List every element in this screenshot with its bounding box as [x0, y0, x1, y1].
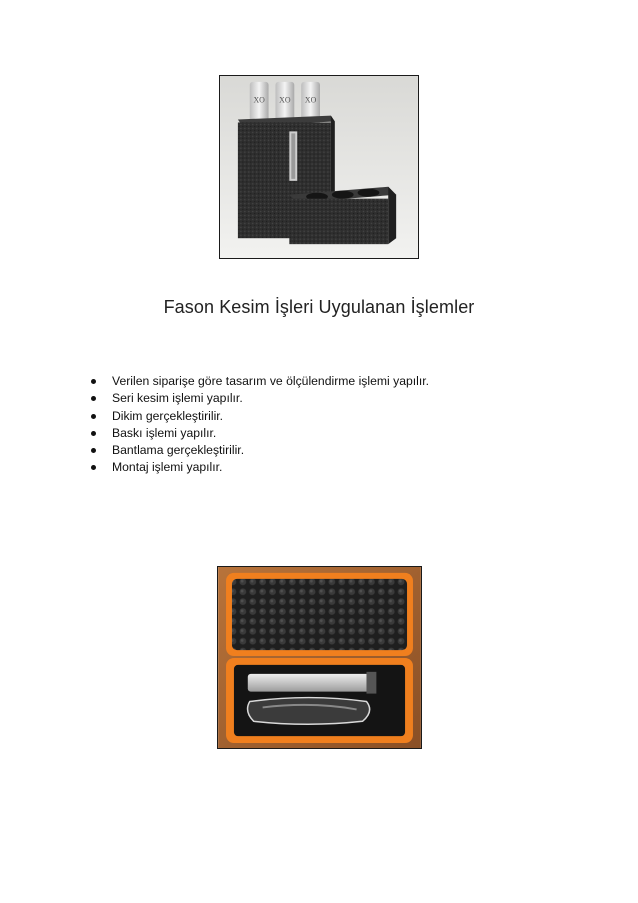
list-item: Verilen siparişe göre tasarım ve ölçülendirme işlemi yapılır.: [91, 373, 429, 390]
list-item: Dikim gerçekleştirilir.: [91, 408, 429, 425]
bullet-icon: [91, 431, 96, 436]
bullet-icon: [91, 379, 96, 384]
can-label-1: XO: [253, 95, 265, 105]
bullet-icon: [91, 465, 96, 470]
list-item: Montaj işlemi yapılır.: [91, 459, 429, 476]
page-title: Fason Kesim İşleri Uygulanan İşlemler: [163, 297, 475, 317]
orange-case-photo: [217, 566, 422, 749]
process-list: [91, 373, 429, 477]
list-item: Seri kesim işlemi yapılır.: [91, 390, 429, 407]
bullet-icon: [91, 396, 96, 401]
list-item: Baskı işlemi yapılır.: [91, 425, 429, 442]
list-item: Bantlama gerçekleştirilir.: [91, 442, 429, 459]
bullet-icon: [91, 448, 96, 453]
can-label-2: XO: [279, 95, 291, 105]
foam-insert-photo: [219, 75, 419, 259]
bullet-icon: [91, 414, 96, 419]
can-label-3: XO: [304, 95, 317, 105]
